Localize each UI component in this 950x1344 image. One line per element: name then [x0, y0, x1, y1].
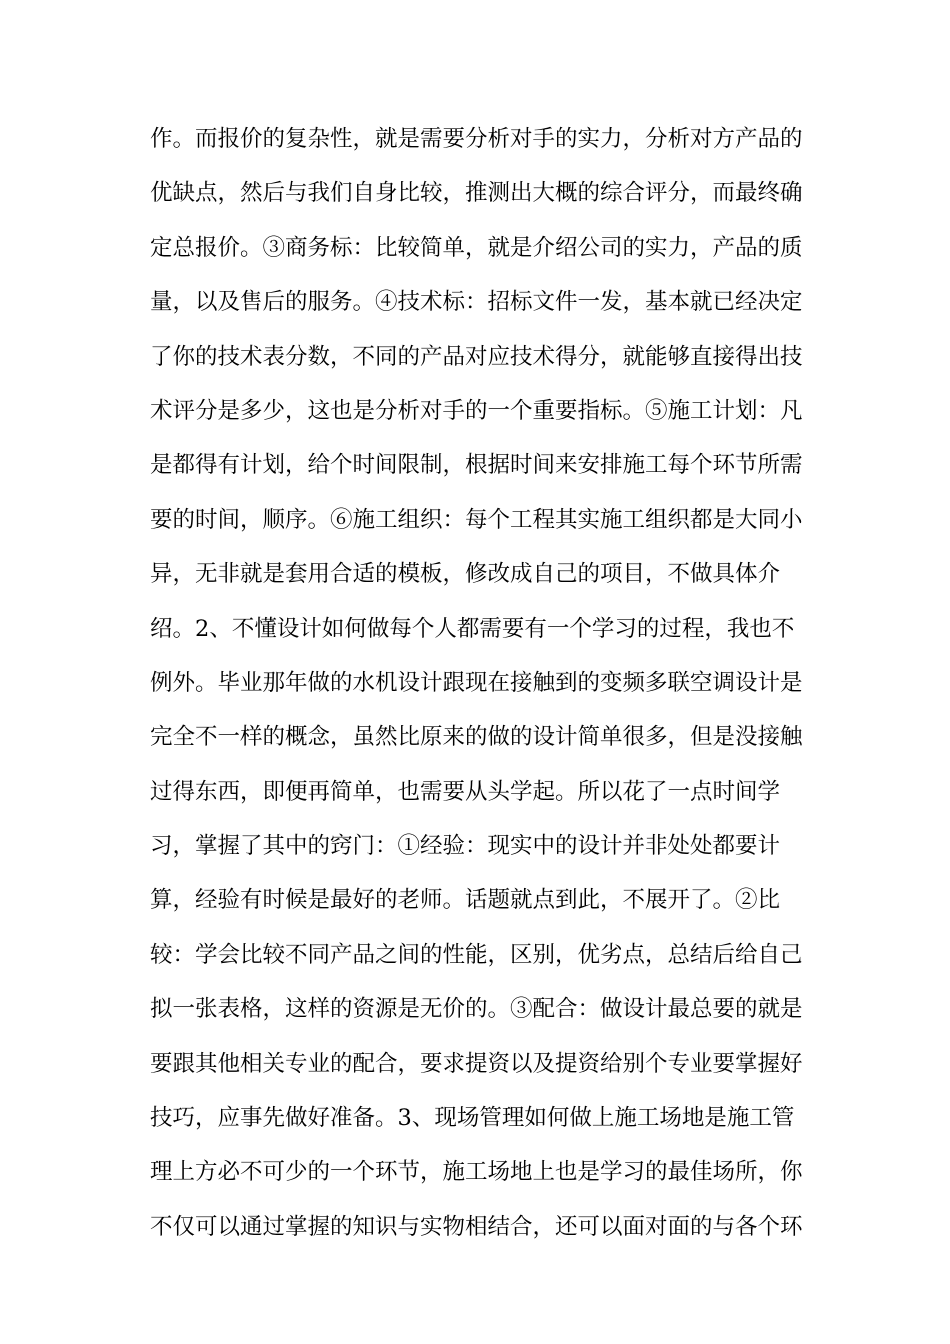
- text-line: 不仅可以通过掌握的知识与实物相结合，还可以面对面的与各个环: [150, 1213, 803, 1240]
- text-line: 了你的技术表分数，不同的产品对应技术得分，就能够直接得出技: [150, 343, 803, 370]
- text-line: 绍。2、不懂设计如何做每个人都需要有一个学习的过程，我也不: [150, 615, 795, 642]
- text-line: 较：学会比较不同产品之间的性能，区别，优劣点，总结后给自己: [150, 941, 803, 968]
- text-line: 作。而报价的复杂性，就是需要分析对手的实力，分析对方产品的: [150, 126, 803, 152]
- body-text: [150, 112, 810, 1254]
- text-line: 例外。毕业那年做的水机设计跟现在接触到的变频多联空调设计是: [150, 669, 803, 696]
- text-line: 过得东西，即便再简单，也需要从头学起。所以花了一点时间学: [150, 778, 781, 805]
- text-line: 算，经验有时候是最好的老师。话题就点到此，不展开了。②比: [150, 887, 781, 914]
- text-line: 优缺点，然后与我们自身比较，推测出大概的综合评分，而最终确: [150, 180, 803, 207]
- text-line: 要跟其他相关专业的配合，要求提资以及提资给别个专业要掌握好: [150, 1050, 803, 1077]
- text-line: 拟一张表格，这样的资源是无价的。③配合：做设计最总要的就是: [150, 996, 803, 1023]
- text-line: 异，无非就是套用合适的模板，修改成自己的项目，不做具体介: [150, 561, 781, 588]
- text-line: 习，掌握了其中的窍门：①经验：现实中的设计并非处处都要计: [150, 833, 781, 860]
- text-line: 术评分是多少，这也是分析对手的一个重要指标。⑤施工计划：凡: [150, 397, 803, 424]
- text-line: 是都得有计划，给个时间限制，根据时间来安排施工每个环节所需: [150, 452, 803, 479]
- text-line: 量，以及售后的服务。④技术标：招标文件一发，基本就已经决定: [150, 289, 803, 316]
- text-line: 完全不一样的概念，虽然比原来的做的设计简单很多，但是没接触: [150, 724, 803, 751]
- text-line: 理上方必不可少的一个环节，施工场地上也是学习的最佳场所，你: [150, 1159, 803, 1186]
- text-line: 定总报价。③商务标：比较简单，就是介绍公司的实力，产品的质: [150, 234, 803, 261]
- text-line: 技巧，应事先做好准备。3、现场管理如何做上施工场地是施工管: [150, 1105, 795, 1132]
- text-line: 要的时间，顺序。⑥施工组织：每个工程其实施工组织都是大同小: [150, 506, 803, 533]
